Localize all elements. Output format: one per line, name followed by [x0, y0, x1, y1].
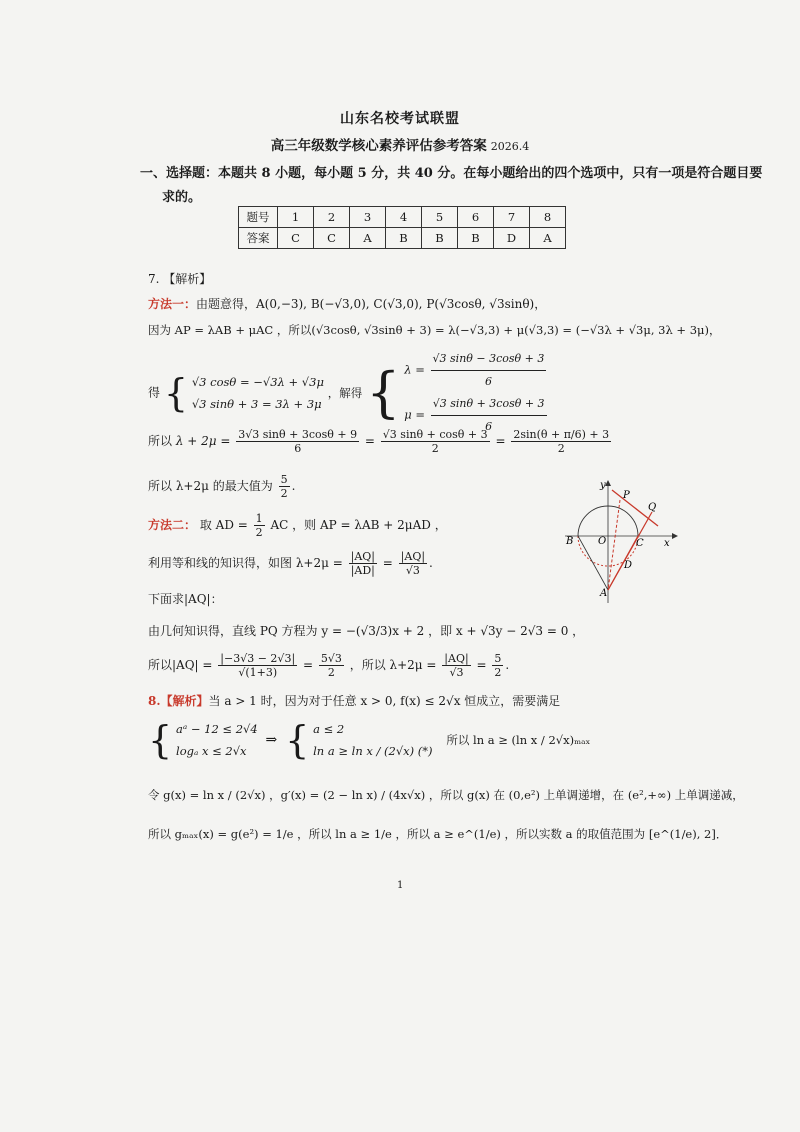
left-brace-4: { — [285, 718, 310, 762]
aq2-numerator: 5√3 — [320, 652, 342, 665]
answer-cell: A — [530, 228, 566, 249]
lambda-denominator: 6 — [484, 375, 492, 388]
condition-system — [176, 718, 258, 762]
row-label-number: 题号 — [239, 207, 278, 228]
level-line-text: 利用等和线的知识得，如图 λ+2μ = — [148, 556, 343, 570]
ratio-fraction-2 — [399, 550, 427, 577]
label-a: A — [600, 588, 608, 599]
q7-method1-line1 — [148, 295, 546, 312]
question-number: 7 — [494, 207, 530, 228]
sum-f1-numerator: 3√3 sinθ + 3cosθ + 9 — [238, 428, 358, 441]
section-1-instructions-cont: 求的。 — [162, 190, 202, 205]
label-x: x — [664, 538, 670, 549]
exam-date: 2026.4 — [490, 140, 530, 153]
question-number: 8 — [530, 207, 566, 228]
answer-cell: A — [350, 228, 386, 249]
mu-numerator: √3 sinθ + 3cosθ + 3 — [431, 393, 547, 416]
question-number: 4 — [386, 207, 422, 228]
label-y: y — [600, 480, 606, 491]
sum-f1-denominator: 6 — [294, 442, 302, 455]
aq-fraction-3 — [442, 652, 470, 679]
geometry-figure — [560, 478, 680, 608]
implies-arrow: ⇒ — [265, 732, 278, 748]
label-o: O — [598, 536, 607, 547]
answer-cell: B — [458, 228, 494, 249]
method1-coordinates: 由题意得，A(0,−3), B(−√3,0), C(√3,0), P(√3cosθ, √3sinθ)， — [196, 297, 547, 311]
sum-f2-numerator: √3 sinθ + cosθ + 3 — [382, 428, 488, 441]
max-numerator: 5 — [280, 473, 288, 486]
ratio2-numerator: |AQ| — [400, 550, 426, 563]
q8-g-line: 令 g(x) = ln x / (2√x) ，g′(x) = (2 − ln x) / (4x√x) ，所以 g(x) 在 (0,e²) 上单调递增，在 (e²,+∞) 上单调递减， — [148, 788, 744, 802]
exam-alliance-title: 山东名校考试联盟 — [340, 111, 460, 127]
question-number: 6 — [458, 207, 494, 228]
method2-label: 方法二： — [148, 518, 197, 532]
answer-table-row-answers — [239, 228, 566, 249]
q7-method2-line5: 所以|AQ| = $\frac{|-3√3 - 2√3|}{√(1+3)}$ = $\frac{5√3}{2}$ ，所以 λ+2μ = $\frac{|AQ|}{√3}$ = $\frac{5}{2}$ . — [148, 652, 510, 679]
q8-intro: 当 a > 1 时，因为对于任意 x > 0, f(x) ≤ 2√x 恒成立，需要满足 — [208, 694, 561, 708]
max-prefix: 所以 λ+2μ 的最大值为 — [148, 479, 273, 493]
answer-cell: B — [422, 228, 458, 249]
sum-fraction-2 — [381, 428, 490, 455]
q7-max-line: 所以 λ+2μ 的最大值为 $\frac{5}{2}$ . — [148, 473, 296, 500]
label-d: D — [624, 560, 633, 571]
aq3-numerator: |AQ| — [444, 652, 469, 665]
question-number: 5 — [422, 207, 458, 228]
q7-system-block — [148, 348, 549, 438]
ratio2-denominator: √3 — [405, 564, 420, 577]
aq-fraction-1 — [218, 652, 297, 679]
max-value-fraction — [279, 473, 290, 500]
answer-cell: C — [278, 228, 314, 249]
max-denominator: 2 — [280, 487, 288, 500]
answer-cell: D — [494, 228, 530, 249]
section-1-instructions: 一、选择题：本题共 8 小题，每小题 5 分，共 40 分。在每小题给出的四个选项中，只有一项是符合题目要 — [140, 166, 763, 181]
ratio-fraction-1 — [349, 550, 377, 577]
half-denominator: 2 — [255, 526, 263, 539]
ratio1-denominator: |AD| — [350, 564, 375, 577]
aq-fraction-4 — [492, 652, 503, 679]
sum-f3-numerator: 2sin(θ + π/6) + 3 — [513, 428, 610, 441]
left-brace-1: { — [163, 371, 189, 415]
aq-fraction-2 — [319, 652, 344, 679]
question-number: 2 — [314, 207, 350, 228]
system-1-eq-a: √3 cosθ = −√3λ + √3μ — [191, 375, 324, 389]
left-brace-2: { — [366, 361, 401, 424]
q7-method2-line1 — [148, 512, 447, 539]
reduced-b: ln a ≥ ln x / (2√x) (*) — [313, 744, 433, 758]
condition-a: aᵃ − 12 ≤ 2√4 — [176, 722, 258, 736]
reduced-a: a ≤ 2 — [313, 722, 345, 736]
aq-length-mid: ，所以 λ+2μ = — [349, 658, 437, 672]
equation-system-2 — [404, 348, 548, 438]
aq-length-prefix: 所以|AQ| = — [148, 658, 213, 672]
question-number: 3 — [350, 207, 386, 228]
q8-final-line: 所以 gₘₐₓ(x) = g(e²) = 1/e ，所以 ln a ≥ 1/e ，所以 a ≥ e^(1/e) ，所以实数 a 的取值范围为 [e^(1/e), 2]． — [148, 827, 728, 841]
sum-fraction-3 — [511, 428, 611, 455]
label-q: Q — [648, 502, 657, 513]
label-b: B — [566, 536, 574, 547]
x-axis-arrow — [672, 533, 678, 539]
aq2-denominator: 2 — [327, 666, 335, 679]
equation-system-1 — [192, 371, 324, 415]
q8-heading: 8.【解析】 — [148, 694, 209, 708]
q7-method2-line2: 利用等和线的知识得，如图 λ+2μ = $\frac{|AQ|}{|AD|}$ = $\frac{|AQ|}{√3}$ . — [148, 550, 433, 577]
answer-cell: B — [386, 228, 422, 249]
aq4-numerator: 5 — [494, 652, 502, 665]
aq4-denominator: 2 — [494, 666, 502, 679]
aq1-denominator: √(1+3) — [238, 666, 278, 679]
label-p: P — [623, 490, 630, 501]
half-numerator: 1 — [255, 512, 263, 525]
method1-label: 方法一： — [148, 297, 197, 311]
q8-intro-line — [148, 692, 560, 709]
answer-key-title-text: 高三年级数学核心素养评估参考答案 — [270, 138, 487, 154]
answer-table-row-numbers — [239, 207, 566, 228]
answer-cell: C — [314, 228, 350, 249]
reduced-conclusion: 所以 ln a ≥ (ln x / 2√x)ₘₐₓ — [446, 733, 591, 747]
method2-text-b: AC ，则 AP = λAB + 2μAD ， — [270, 518, 447, 532]
answer-table — [238, 206, 566, 249]
lambda-fraction — [431, 348, 547, 393]
lambda-solution — [404, 348, 548, 393]
aq1-numerator: |−3√3 − 2√3| — [220, 652, 296, 665]
system-prefix: 得 — [148, 385, 161, 400]
question-number: 1 — [278, 207, 314, 228]
sum-prefix: 所以 — [148, 434, 173, 448]
mu-lhs: μ = — [404, 407, 426, 422]
sum-f3-denominator: 2 — [557, 442, 565, 455]
ratio1-numerator: |AQ| — [350, 550, 375, 563]
reduced-system — [313, 718, 432, 762]
lambda-numerator: √3 sinθ − 3cosθ + 3 — [431, 348, 547, 371]
row-label-answer: 答案 — [239, 228, 278, 249]
sum-lhs: λ + 2μ = — [175, 434, 231, 448]
q8-system-block — [148, 718, 590, 762]
q7-heading: 7. 【解析】 — [148, 272, 212, 286]
condition-b: logₐ x ≤ 2√x — [176, 744, 247, 758]
lambda-lhs: λ = — [404, 362, 425, 377]
segment-aq — [608, 512, 652, 590]
label-c: C — [636, 538, 644, 549]
answer-key-title — [0, 134, 800, 154]
segment-ap — [608, 500, 620, 590]
half-fraction — [254, 512, 265, 539]
q7-method2-line3: 下面求|AQ|： — [148, 592, 223, 606]
aq3-denominator: √3 — [449, 666, 464, 679]
q7-method1-line2: 因为 AP = λAB + μAC ，所以(√3cosθ, √3sinθ + 3) = λ(−√3,3) + μ(√3,3) = (−√3λ + √3μ, 3λ + 3μ)， — [148, 323, 721, 337]
y-axis-arrow — [605, 480, 611, 486]
q7-method2-line4: 由几何知识得，直线 PQ 方程为 y = −(√3/3)x + 2 ，即 x + √3y − 2√3 = 0 ， — [148, 624, 585, 638]
sum-fraction-1 — [236, 428, 359, 455]
sum-f2-denominator: 2 — [431, 442, 439, 455]
method2-text-a: 取 AD = — [199, 518, 248, 532]
left-brace-3: { — [148, 718, 173, 762]
q7-sum-line: 所以 λ + 2μ = $\frac{3√3 \sin\theta + 3\cos\theta + 9}{6}$ = $\frac{√3 \sin\theta + \cos\theta + 3}{2}$ = $\frac{2\sin(\theta + \pi/6) + 3}{2}$ — [148, 428, 610, 455]
mu-denominator: 6 — [485, 420, 493, 433]
system-1-eq-b: √3 sinθ + 3 = 3λ + 3μ — [191, 397, 322, 411]
page-number: 1 — [397, 880, 404, 891]
solve-connector: ，解得 — [327, 386, 363, 400]
